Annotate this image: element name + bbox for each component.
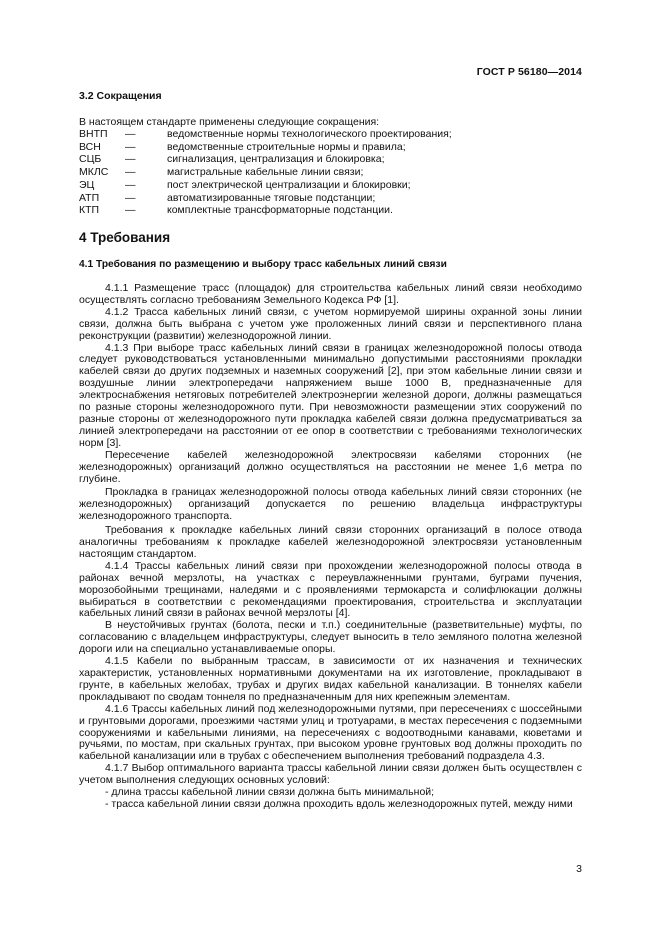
- abbreviation-code: СЦБ: [79, 153, 102, 166]
- abbreviation-text: сигнализация, централизация и блокировка;: [167, 153, 385, 166]
- paragraph-third-party-requirements: Требования к прокладке кабельных линий связи сторонних организаций в полосе отвода аналогичны требованиям к прокладке кабелей железнодорожной электросвязи установленным настоящим стандартом.: [79, 524, 582, 560]
- abbreviation-text: магистральные кабельные линии связи;: [167, 166, 364, 179]
- abbreviation-text: ведомственные строительные нормы и правила;: [167, 140, 406, 153]
- list-item: - трасса кабельной линии связи должна проходить вдоль железнодорожных путей, между ними: [105, 797, 573, 810]
- abbreviation-row: [79, 153, 589, 166]
- paragraph-4-1-6: 4.1.6 Трассы кабельных линий под железнодорожными путями, при пересечениях с шоссейными и грунтовыми дорогами, проезжими частями улиц и тротуарами, в местах пересечения с подземными сооружениями и кабельными линиями, на пересечениях с водоотводными канавами, кюветами и ручьями, по мостам, при скальных грунтах, при высоком уровне грунтовых вод должны проходить по кабельной канализации или в трубах с обеспечением выполнения требований подраздела 4.3.: [79, 702, 582, 763]
- paragraph-4-1-1: 4.1.1 Размещение трасс (площадок) для строительства кабельных линий связи необходимо осуществлять согласно требованиям Земельного Кодекса РФ [1].: [79, 282, 582, 306]
- paragraph-4-1-7: 4.1.7 Выбор оптимального варианта трассы кабельной линии связи должен быть осуществлен с учетом выполнения следующих основных условий:: [79, 762, 582, 787]
- abbreviations-intro: В настоящем стандарте применены следующие сокращения:: [79, 116, 380, 128]
- paragraph-crossing: Пересечение кабелей железнодорожной электросвязи кабелями сторонних (не железнодорожных) организаций должно осуществляться на расстоянии не менее 1,6 метра по глубине.: [79, 448, 582, 485]
- abbreviation-dash: —: [125, 166, 136, 179]
- list-item: - длина трассы кабельной линии связи должна быть минимальной;: [105, 786, 435, 799]
- paragraph-4-1-4: 4.1.4 Трассы кабельных линий связи при прохождении железнодорожной полосы отвода в районах вечной мерзлоты, на участках с переувлажненными грунтами, буграми пучения, морозобойными трещинами, наледями и с проявлениями термокарста и солифлюкации должны выбираться в соответствии с рекомендациями проектирования, строительства и эксплуатации кабельных линий связи в районах вечной мерзлоты [4].: [79, 559, 582, 620]
- abbreviation-code: ЭЦ: [79, 178, 95, 191]
- section-3-2-title: 3.2 Сокращения: [79, 90, 162, 102]
- page-number: 3: [576, 863, 582, 875]
- abbreviation-row: [79, 141, 589, 154]
- paragraph-unstable-soils: В неустойчивых грунтах (болота, пески и т.п.) соединительные (разветвительные) муфты, по согласованию с владельцем инфраструктуры, следует выносить в тело земляного полотна железной дороги или на специально устанавливаемые опоры.: [79, 619, 582, 656]
- abbreviation-text: автоматизированные тяговые подстанции;: [167, 191, 376, 204]
- abbreviations-table: [79, 128, 589, 217]
- abbreviation-row: [79, 179, 589, 192]
- abbreviation-text: комплектные трансформаторные подстанции.: [167, 204, 393, 217]
- abbreviation-row: [79, 192, 589, 205]
- abbreviation-text: пост электрической централизации и блокировки;: [167, 178, 411, 191]
- paragraph-4-1-3: 4.1.3 При выборе трасс кабельных линий связи в границах железнодорожной полосы отвода следует руководствоваться установленными минимально допустимыми расстояниями прокладки кабелей связи до других подземных и наземных сооружений [2], при этом кабельные линии связи и воздушные линии электропередачи напряжением выше 1000 В, предназначенные для электроснабжения нетяговых потребителей электроэнергии железной дороги, должны размещаться по разные стороны железнодорожного пути. При невозможности размещении этих сооружений по разные стороны от железнодорожного пути прокладка кабелей связи должна предусматриваться за линией электропередачи на расстоянии от ее опор в соответствии с требованиями технологических норм [3].: [79, 341, 582, 449]
- abbreviation-row: [79, 204, 589, 217]
- abbreviation-row: [79, 128, 589, 141]
- abbreviation-dash: —: [125, 140, 136, 153]
- abbreviation-dash: —: [125, 191, 136, 204]
- section-4-1-title: 4.1 Требования по размещению и выбору трасс кабельных линий связи: [79, 259, 447, 270]
- abbreviation-code: КТП: [79, 204, 100, 217]
- abbreviation-code: МКЛС: [79, 166, 109, 179]
- abbreviation-text: ведомственные нормы технологического проектирования;: [167, 128, 452, 140]
- section-4-body: [79, 283, 582, 811]
- abbreviation-dash: —: [125, 178, 136, 191]
- paragraph-4-1-2: 4.1.2 Трасса кабельных линий связи, с учетом нормируемой ширины охранной зоны линии связи, должна быть выбрана с учетом уже проложенных линий связи и перспективного плана реконструкции (развитии) железнодорожной линии.: [79, 305, 582, 342]
- abbreviation-dash: —: [125, 204, 136, 217]
- abbreviation-code: АТП: [79, 191, 100, 204]
- abbreviation-row: [79, 166, 589, 179]
- abbreviation-code: ВНТП: [79, 128, 108, 140]
- paragraph-4-1-5: 4.1.5 Кабели по выбранным трассам, в зависимости от их назначения и технических характеристик, установленных нормативными документами на их изготовление, прокладывают в грунте, в кабельных желобах, трубах и других видах кабельной канализации. В тоннелях кабели прокладывают по сводам тоннеля по предназначенным для них крепежным элементам.: [79, 655, 582, 703]
- document-code: ГОСТ Р 56180—2014: [476, 66, 582, 78]
- abbreviation-code: ВСН: [79, 140, 101, 153]
- section-4-title: 4 Требования: [79, 230, 171, 245]
- abbreviation-dash: —: [125, 128, 136, 140]
- paragraph-third-party-laying: Прокладка в границах железнодорожной полосы отвода кабельных линий связи сторонних (не железнодорожных) организаций допускается по решению владельца инфраструктуры железнодорожного транспорта.: [79, 486, 582, 523]
- abbreviation-dash: —: [125, 153, 136, 166]
